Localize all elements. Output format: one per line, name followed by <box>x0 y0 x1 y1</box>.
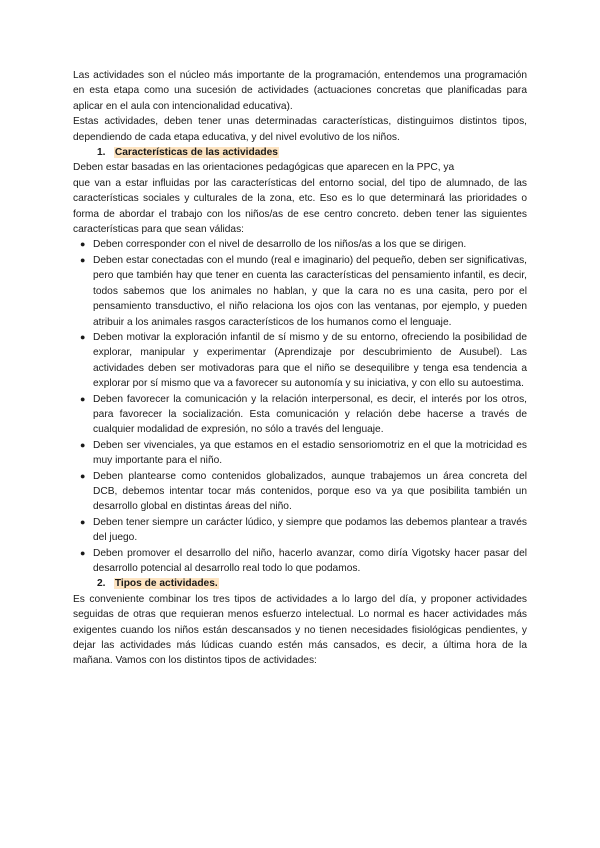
list-item: ● Deben favorecer la comunicación y la relación interpersonal, es decir, el interés por los otros, para favorecer la socialización. Esta comunicación y relación debe hacerse a través de cualquier modalidad de expresión, no sólo a través del lenguaje. <box>80 393 527 436</box>
list-item: ● Deben estar conectadas con el mundo (real e imaginario) del pequeño, deben ser significativas, pero que también hay que tener en cuenta las características del pensamiento infantil, es decir, todos sabemos que los animales no hablan, y que la cara no es una casita, pero por el pensamiento transductivo, el niño relaciona los ojos con las ventanas, por ejemplo, y pueden atribuir a los animales rasgos característicos de los humanos como el lenguaje. <box>80 254 527 328</box>
bullet-icon: ● <box>80 439 86 450</box>
list-item: ● Deben tener siempre un carácter lúdico, y siempre que podamos las debemos plantear a través del juego. <box>80 516 527 544</box>
document-page <box>73 68 527 669</box>
body-paragraph: Deben estar basadas en las orientaciones pedagógicas que aparecen en la PPC, ya <box>73 162 455 174</box>
list-item: ● Deben ser vivenciales, ya que estamos en el estadio sensoriomotriz en el que la motricidad es muy importante para el niño. <box>80 439 527 467</box>
bullet-icon: ● <box>80 331 86 342</box>
section-heading <box>73 576 527 591</box>
bullet-icon: ● <box>80 393 86 404</box>
list-item: ● Deben corresponder con el nivel de desarrollo de los niños/as a los que se dirigen. <box>73 237 527 252</box>
list-item: ● Deben motivar la exploración infantil de sí mismo y de su entorno, ofreciendo la posibilidad de explorar, manipular y experimentar (Aprendizaje por descubrimiento de Ausubel). Las actividades deben ser motivadoras para que el niño se desequilibre y tenga esa tendencia a explorar por sí mismo que va a favorecer su autonomía y su iniciativa, y con ello su autoestima. <box>80 331 527 390</box>
section-heading <box>73 145 527 160</box>
bullet-icon: ● <box>80 254 86 265</box>
section-number: 2. <box>97 578 106 590</box>
body-paragraph: Es conveniente combinar los tres tipos de actividades a lo largo del día, y proponer actividades seguidas de otras que requieran menos esfuerzo intelectual. Lo normal es hacer actividades más exigentes cuando los niños están descansados y no tienen necesidades fisiológicas pendientes, y dejar las actividades más lúdicas cuando estén más cansados, es decir, a última hora de la mañana. Vamos con los distintos tipos de actividades: <box>73 593 527 667</box>
list-item: ● Deben promover el desarrollo del niño, hacerlo avanzar, como diría Vigotsky hacer pasar del desarrollo potencial al desarrollo real todo lo que podamos. <box>80 547 527 574</box>
section-title: Tipos de actividades. <box>114 578 218 590</box>
intro-paragraph: Estas actividades, deben tener unas determinadas características, distinguimos distintos tipos, dependiendo de cada etapa educativa, y del nivel evolutivo de los niños. <box>73 116 527 143</box>
bullet-icon: ● <box>80 239 86 250</box>
characteristics-list <box>73 237 527 576</box>
intro-paragraph: Las actividades son el núcleo más importante de la programación, entendemos una programación en esta etapa como una sucesión de actividades (actuaciones concretas que planificadas para aplicar en el aula con intencionalidad educativa). <box>73 70 527 112</box>
section-title: Características de las actividades <box>114 147 278 159</box>
body-paragraph: que van a estar influidas por las características del entorno social, del tipo de alumnado, de las características sociales y culturales de la zona, etc. Eso es lo que determinará las prioridades o forma de abordar el trabajo con los niños/as de ese centro concreto. deben tener las siguientes características para que sean válidas: <box>73 177 527 236</box>
list-item: ● Deben plantearse como contenidos globalizados, aunque trabajemos un área concreta del DCB, debemos intentar tocar más contenidos, porque eso va ya que posibilita también un desarrollo global en distintas áreas del niño. <box>80 470 527 513</box>
bullet-icon: ● <box>80 470 86 481</box>
bullet-icon: ● <box>80 516 86 527</box>
bullet-icon: ● <box>80 547 86 558</box>
section-number: 1. <box>97 147 106 159</box>
